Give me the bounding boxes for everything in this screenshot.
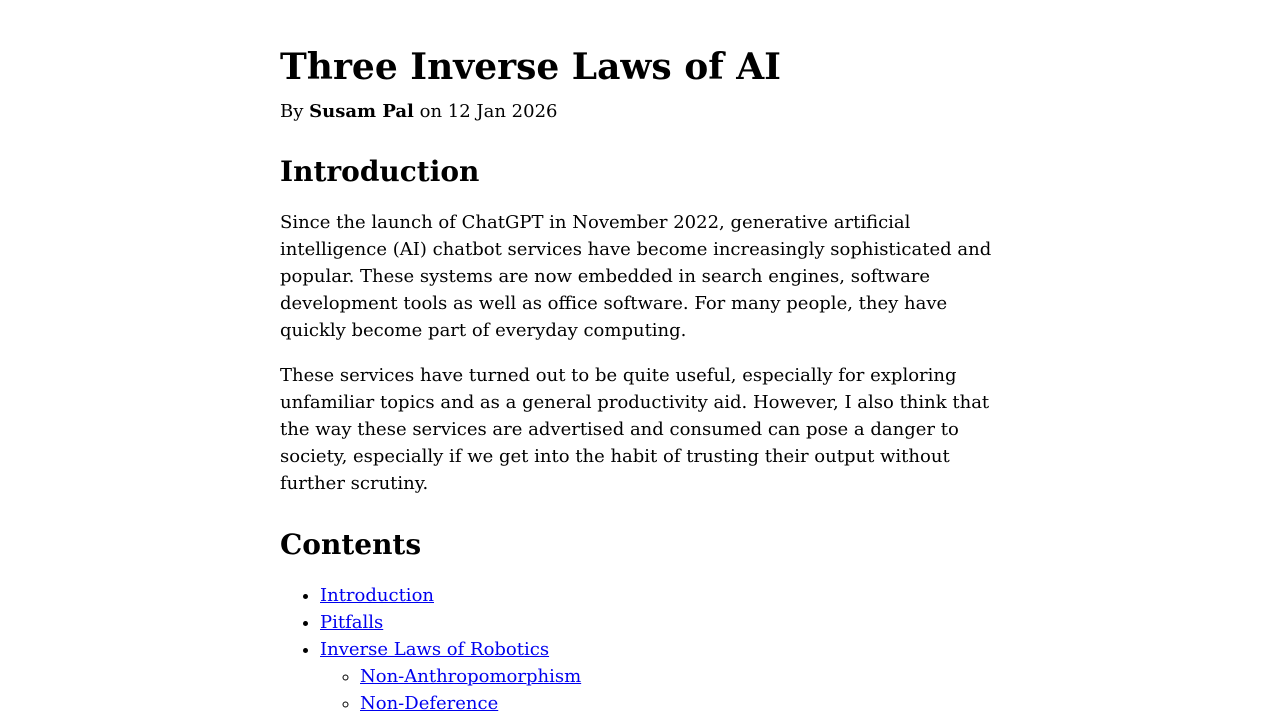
toc-link-non-anthropomorphism[interactable]: Non-Anthropomorphism <box>360 666 582 687</box>
toc-item-inverse-laws <box>320 636 1000 717</box>
byline-date-prefix: on <box>419 101 443 122</box>
toc-sublist <box>320 663 1000 717</box>
intro-paragraph-2: These services have turned out to be quite useful, especially for exploring unfamiliar topics and as a general productivity aid. However, I also think that the way these services are advertised and consumed can pose a danger to society, especially if we get into the habit of trusting their output without further scrutiny. <box>280 365 990 494</box>
byline-prefix: By <box>280 101 304 122</box>
table-of-contents <box>280 582 1000 717</box>
toc-link-pitfalls[interactable]: Pitfalls <box>320 612 384 633</box>
introduction-heading: Introduction <box>280 155 480 188</box>
toc-item-non-anthropomorphism <box>360 663 1000 690</box>
toc-link-inverse-laws[interactable]: Inverse Laws of Robotics <box>320 639 550 660</box>
contents-heading: Contents <box>280 528 422 561</box>
toc-item-pitfalls <box>320 609 1000 636</box>
article <box>280 0 1000 717</box>
publish-date: 12 Jan 2026 <box>447 101 558 122</box>
toc-item-non-deference <box>360 690 1000 717</box>
intro-paragraph-1: Since the launch of ChatGPT in November 2022, generative artificial intelligence (AI) chatbot services have become increasingly sophisticated and popular. These systems are now embedded in search engines, software development tools as well as office software. For many people, they have quickly become part of everyday computing. <box>280 212 992 341</box>
toc-link-introduction[interactable]: Introduction <box>320 585 434 606</box>
byline <box>280 98 1000 125</box>
author-name: Susam Pal <box>309 101 414 122</box>
page-title: Three Inverse Laws of AI <box>280 46 782 88</box>
toc-item-introduction <box>320 582 1000 609</box>
toc-link-non-deference[interactable]: Non-Deference <box>360 693 499 714</box>
